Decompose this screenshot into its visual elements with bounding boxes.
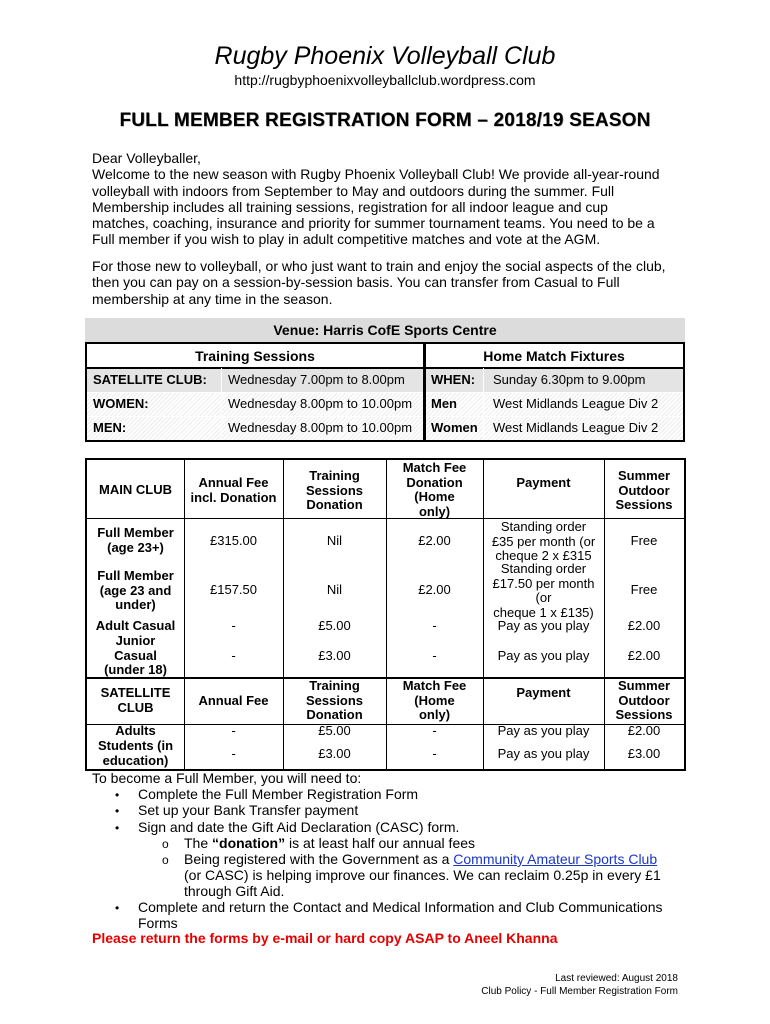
annual-fee-value: - <box>231 618 236 633</box>
step-item-continued: Forms <box>138 915 178 931</box>
header-line: Match Fee <box>402 460 467 475</box>
header-line: Donation <box>306 707 363 722</box>
venue-group-label: SATELLITE CLUB: <box>93 372 207 387</box>
annual-fee-value: - <box>231 746 236 761</box>
club-title: Rugby Phoenix Volleyball Club <box>214 42 556 70</box>
intro-line: matches, coaching, insurance and priority for summer tournament teams. You need to be a <box>92 215 655 232</box>
annual-fee-value: £157.50 <box>210 582 257 597</box>
summer-value: £2.00 <box>627 618 661 633</box>
intro-line: Membership includes all training sessions, registration for all indoor league and cup <box>92 198 608 215</box>
venue-session-time: Wednesday 8.00pm to 10.00pm <box>228 420 413 435</box>
fee-row-label <box>87 634 184 678</box>
header-line: Donation <box>406 474 463 490</box>
training-value: Nil <box>326 533 343 548</box>
training-donation-header <box>283 469 386 513</box>
bullet-icon: • <box>115 788 120 802</box>
fixture-label: WHEN: <box>431 372 476 387</box>
header-line: Annual Fee <box>198 475 269 490</box>
venue-table <box>85 318 685 442</box>
casual-line: For those new to volleyball, or who just want to train and enjoy the social aspects of the club, <box>92 258 666 274</box>
greeting: Dear Volleyballer, <box>92 150 201 166</box>
sub-bullet-icon: o <box>162 837 169 851</box>
fixture-value: West Midlands League Div 2 <box>493 396 659 411</box>
summer-value: Free <box>630 582 658 597</box>
header-line: Sessions <box>615 707 673 722</box>
step-subitem-casc <box>184 851 657 867</box>
step-item: Sign and date the Gift Aid Declaration (CASC) form. <box>138 819 460 835</box>
header-line: incl. Donation <box>190 489 277 505</box>
fee-row-label: Adults <box>115 723 156 738</box>
step-item: Set up your Bank Transfer payment <box>138 802 359 818</box>
form-title: FULL MEMBER REGISTRATION FORM – 2018/19 SEASON <box>119 110 651 131</box>
text-span: The <box>184 835 213 851</box>
match-fee-value: - <box>432 648 437 663</box>
label-line: under) <box>115 597 156 612</box>
label-line: (under 18) <box>104 662 167 677</box>
fixture-value: Sunday 6.30pm to 9.00pm <box>493 372 646 387</box>
casual-line: then you can pay on a session-by-session basis. You can transfer from Casual to Full <box>92 274 620 291</box>
summer-header <box>604 469 684 513</box>
annual-fee-header <box>184 476 283 505</box>
payment-line: £17.50 per month <box>492 575 595 591</box>
header-line: CLUB <box>117 699 154 715</box>
home-fixtures-header: Home Match Fixtures <box>483 348 625 364</box>
header-line: Donation <box>306 497 363 512</box>
fee-row-label: Adult Casual <box>95 618 176 633</box>
label-line: Full Member <box>97 568 174 583</box>
summer-value: Free <box>630 533 658 548</box>
header-line: Training <box>309 678 360 693</box>
intro-paragraph <box>92 150 692 248</box>
fee-row-label <box>87 569 184 613</box>
fees-divider <box>184 460 185 769</box>
header-line: (Home <box>414 692 455 708</box>
header-line: Training <box>309 468 360 483</box>
annual-fee-value: - <box>231 648 236 663</box>
match-fee-value: - <box>432 618 437 633</box>
intro-line: Full member if you wish to play in adult competitive matches and vote at the AGM. <box>92 231 601 248</box>
summer-value: £2.00 <box>627 723 661 738</box>
venue-divider <box>423 344 426 440</box>
sat-annual-fee-header: Annual Fee <box>198 693 269 708</box>
training-value: £3.00 <box>318 746 351 761</box>
payment-line: (or <box>535 590 552 605</box>
label-line: Students (in <box>97 738 174 753</box>
venue-session-time: Wednesday 7.00pm to 8.00pm <box>228 372 405 387</box>
payment-line: Standing order <box>500 561 587 576</box>
step-item: Complete and return the Contact and Medical Information and Club Communications <box>138 899 663 915</box>
venue-session-time: Wednesday 8.00pm to 10.00pm <box>228 396 413 411</box>
header-line: Sessions <box>305 482 364 498</box>
sat-summer-header <box>604 679 684 723</box>
header-line: SATELLITE <box>100 685 171 700</box>
payment-header: Payment <box>516 475 571 490</box>
sat-training-header <box>283 679 386 723</box>
bullet-icon: • <box>115 901 120 915</box>
footer-policy: Club Policy - Full Member Registration Form <box>481 986 678 997</box>
fixture-label: Women <box>431 420 478 435</box>
sub-bullet-icon: o <box>162 853 169 867</box>
label-line: Junior <box>115 633 156 648</box>
venue-divider <box>483 368 484 440</box>
payment-line: £35 per month (or <box>491 533 596 549</box>
header-line: Outdoor <box>618 692 670 708</box>
match-fee-value: £2.00 <box>418 582 451 597</box>
payment-line: Standing order <box>500 519 587 534</box>
match-fee-value: £2.00 <box>418 533 451 548</box>
step-item: Complete the Full Member Registration Form <box>138 786 419 802</box>
label-line: Full Member <box>97 525 174 540</box>
summer-value: £2.00 <box>627 648 661 663</box>
sat-payment-header: Payment <box>516 685 571 700</box>
fixture-label: Men <box>431 396 457 411</box>
intro-line: Welcome to the new season with Rugby Phoenix Volleyball Club! We provide all-year-round <box>92 166 660 183</box>
payment-value <box>483 562 604 620</box>
return-forms-notice: Please return the forms by e-mail or hard copy ASAP to Aneel Khanna <box>92 930 558 946</box>
main-club-header: MAIN CLUB <box>99 482 172 497</box>
training-value: Nil <box>326 582 343 597</box>
header-line: (Home <box>414 489 455 504</box>
bullet-icon: • <box>115 821 120 835</box>
training-value: £5.00 <box>318 723 351 738</box>
match-fee-header <box>386 461 483 519</box>
training-value: £3.00 <box>318 648 351 663</box>
text-span: is at least half our annual fees <box>285 835 476 851</box>
payment-value: Pay as you play <box>497 648 590 663</box>
venue-title: Venue: Harris CofE Sports Centre <box>85 318 685 342</box>
donation-emphasis: “donation” <box>212 835 286 851</box>
venue-divider <box>221 368 222 440</box>
fixture-value: West Midlands League Div 2 <box>493 420 659 435</box>
casual-paragraph <box>92 258 692 307</box>
header-line: Summer <box>617 678 671 693</box>
payment-value <box>483 520 604 564</box>
summer-value: £3.00 <box>627 746 661 761</box>
header-line: only) <box>418 503 451 519</box>
header-line: Sessions <box>305 692 364 708</box>
payment-value: Pay as you play <box>497 723 590 738</box>
fee-row-label <box>87 739 184 768</box>
step-subitem-casc-line: through Gift Aid. <box>184 883 285 899</box>
label-line: (age 23 and <box>99 582 172 598</box>
steps-intro: To become a Full Member, you will need to: <box>92 770 362 786</box>
label-line: (age 23+) <box>107 539 164 555</box>
casual-line: membership at any time in the season. <box>92 290 333 307</box>
step-subitem-casc-line: (or CASC) is helping improve our finances. We can reclaim 0.25p in every £1 <box>184 867 661 883</box>
step-subitem-donation <box>184 835 475 851</box>
payment-line: cheque 1 x £135) <box>493 604 594 620</box>
sat-match-fee-header <box>386 679 483 723</box>
fees-table <box>85 458 686 771</box>
header-line: only) <box>418 707 451 722</box>
payment-value: Pay as you play <box>497 618 590 633</box>
club-website-url: http://rugbyphoenixvolleyballclub.wordpress.com <box>234 72 536 88</box>
bullet-icon: • <box>115 804 120 818</box>
venue-group-label: WOMEN: <box>93 396 149 411</box>
venue-grid <box>85 342 685 442</box>
venue-group-label: MEN: <box>93 420 127 435</box>
footer-reviewed: Last reviewed: August 2018 <box>555 973 678 984</box>
label-line: Casual <box>114 647 157 663</box>
header-line: Summer <box>617 468 671 483</box>
payment-line: cheque 2 x £315 <box>495 548 592 563</box>
header-line: Outdoor <box>618 482 670 498</box>
annual-fee-value: - <box>231 723 236 738</box>
header-line: Match Fee <box>402 678 467 693</box>
fee-row-label <box>87 526 184 555</box>
match-fee-value: - <box>432 746 437 761</box>
header-line: Sessions <box>615 497 673 512</box>
training-sessions-header: Training Sessions <box>195 348 315 364</box>
casc-link[interactable]: Community Amateur Sports Club <box>453 851 658 867</box>
satellite-club-header <box>87 686 184 715</box>
intro-line: volleyball with indoors from September to May and outdoors during the summer. Full <box>92 182 615 199</box>
annual-fee-value: £315.00 <box>210 533 257 548</box>
payment-value: Pay as you play <box>497 746 590 761</box>
text-span: Being registered with the Government as a <box>184 851 454 867</box>
training-value: £5.00 <box>318 618 351 633</box>
match-fee-value: - <box>432 723 437 738</box>
label-line: education) <box>102 752 169 768</box>
